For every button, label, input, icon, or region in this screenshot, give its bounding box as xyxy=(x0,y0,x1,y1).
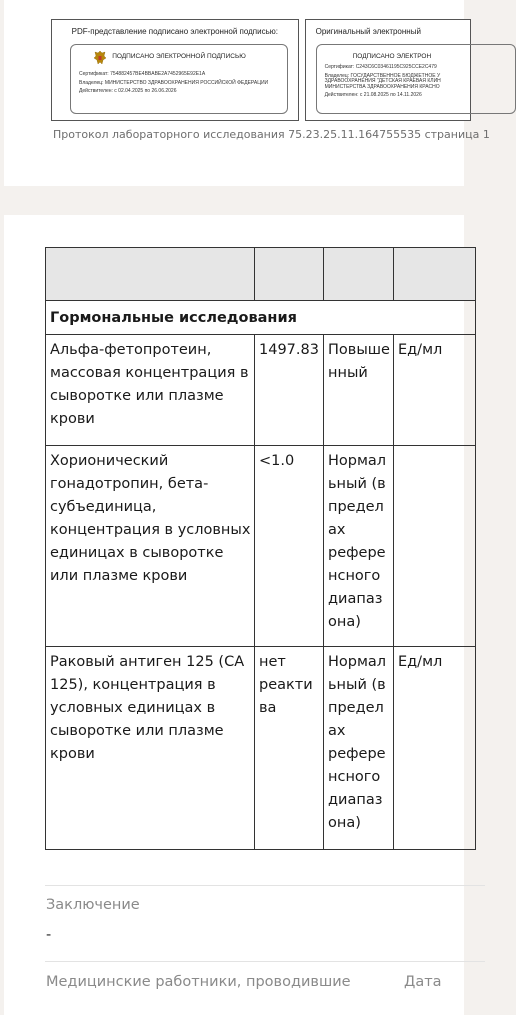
original-signature-details xyxy=(325,65,441,99)
pdf-signature-header: PDF-представление подписано электронной подписью: xyxy=(71,27,278,36)
original-signature-title: ПОДПИСАНО ЭЛЕКТРОН xyxy=(352,53,432,60)
original-signature-header: Оригинальный электронный xyxy=(315,27,421,36)
table-row xyxy=(46,446,476,647)
test-unit: Ед/мл xyxy=(394,335,476,446)
divider xyxy=(45,885,485,886)
table-header-row xyxy=(46,248,476,301)
test-name: Хорионический гонадотропин, бета-субъединица, концентрация в условных единицах в сыворотке или плазме крови xyxy=(46,446,255,647)
pdf-signature-inner xyxy=(70,44,288,114)
test-value: <1.0 xyxy=(255,446,324,647)
test-status: Нормальный (в пределах референсного диапазона) xyxy=(324,446,394,647)
test-value: нет реактива xyxy=(255,647,324,850)
original-signature-valid: Действителен: с 21.08.2025 по 14.11.2026 xyxy=(324,92,422,99)
pdf-signature-title: ПОДПИСАНО ЭЛЕКТРОННОЙ ПОДПИСЬЮ xyxy=(112,53,246,60)
date-label: Дата xyxy=(404,974,442,990)
table-row xyxy=(46,335,476,446)
divider xyxy=(45,961,485,962)
original-signature-owner-2: ЗДРАВООХРАНЕНИЯ "ДЕТСКАЯ КРАЕВАЯ КЛИН xyxy=(324,78,441,85)
test-status: Повышенный xyxy=(324,335,394,446)
conclusion-value: - xyxy=(46,927,52,943)
original-signature-stamp xyxy=(305,19,471,121)
original-signature-owner-3: МИНИСТЕРСТВА ЗДРАВООХРАНЕНИЯ КРАСНО xyxy=(324,83,440,90)
results-table xyxy=(45,247,476,850)
pdf-signature-certificate: Сертификат: 754882457BE4BBABE2A7452965E92E1A xyxy=(79,71,206,77)
table-row xyxy=(46,647,476,850)
conclusion-label: Заключение xyxy=(46,897,140,913)
header-cell xyxy=(394,248,476,301)
signature-row xyxy=(51,19,471,121)
header-cell xyxy=(46,248,255,301)
pdf-signature-stamp xyxy=(51,19,299,121)
test-value: 1497.83 xyxy=(255,335,324,446)
section-title: Гормональные исследования xyxy=(46,301,476,335)
test-unit: Ед/мл xyxy=(394,647,476,850)
section-row xyxy=(46,301,476,335)
results-card xyxy=(4,215,464,1015)
test-status: Нормальный (в пределах референсного диапазона) xyxy=(324,647,394,850)
original-signature-certificate: Сертификат: C243C6C03461195C925CCE2C479 xyxy=(324,64,437,70)
original-signature-owner-1: Владелец: ГОСУДАРСТВЕННОЕ БЮДЖЕТНОЕ У xyxy=(324,72,441,79)
medical-workers-label: Медицинские работники, проводившие xyxy=(46,974,351,990)
protocol-line: Протокол лабораторного исследования 75.23.25.11.164755535 страница 1 xyxy=(53,128,490,141)
pdf-signature-owner: Владелец: МИНИСТЕРСТВО ЗДРАВООХРАНЕНИЯ РОССИЙСКОЙ ФЕДЕРАЦИИ xyxy=(79,79,269,86)
header-cell xyxy=(324,248,394,301)
pdf-signature-valid: Действителен: с 02.04.2025 по 26.06.2026 xyxy=(79,88,177,94)
pdf-signature-details xyxy=(79,70,268,96)
test-unit xyxy=(394,446,476,647)
header-cell xyxy=(255,248,324,301)
test-name: Раковый антиген 125 (СА 125), концентрация в условных единицах в сыворотке или плазме крови xyxy=(46,647,255,850)
original-signature-inner xyxy=(316,44,516,114)
test-name: Альфа-фетопротеин, массовая концентрация в сыворотке или плазме крови xyxy=(46,335,255,446)
